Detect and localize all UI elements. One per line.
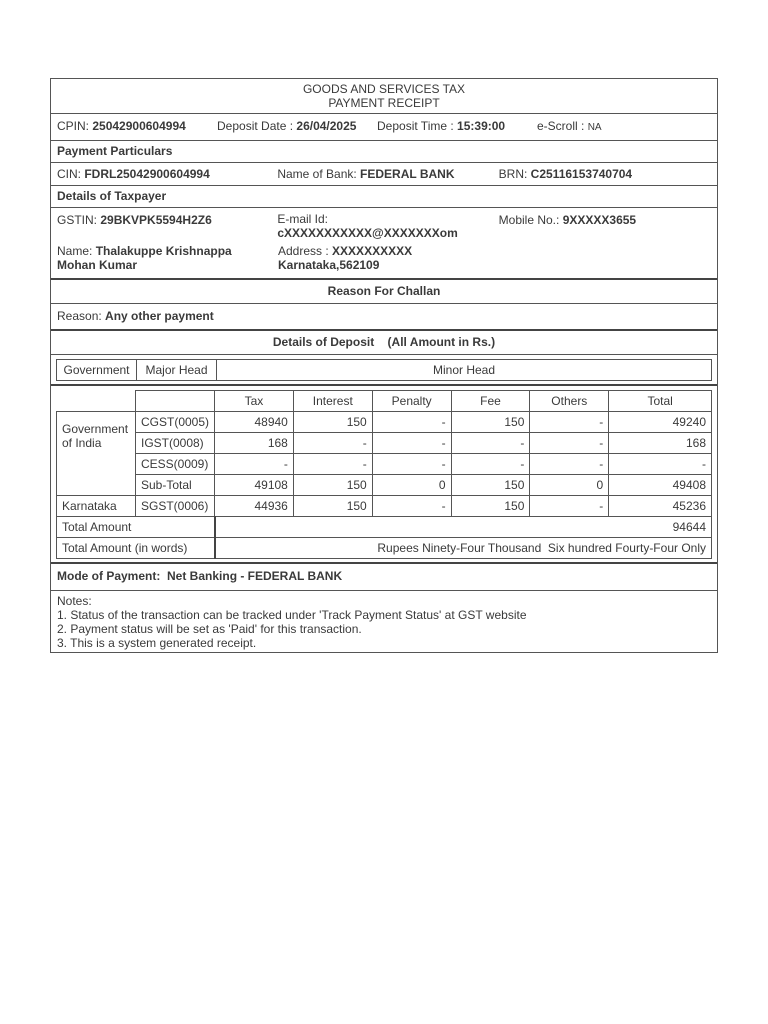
reason-value: Any other payment <box>105 309 214 323</box>
col-penalty: Penalty <box>372 391 451 412</box>
col-government: Government <box>57 360 137 381</box>
table-row: Government of India CGST(0005) 48940 150 - 150 - 49240 <box>57 412 712 433</box>
taxpayer-heading: Details of Taxpayer <box>51 186 717 208</box>
deposit-time-field: Deposit Time : 15:39:00 <box>377 119 506 133</box>
cin-field: CIN: FDRL25042900604994 <box>57 167 210 181</box>
bank-value: FEDERAL BANK <box>360 167 455 181</box>
receipt-header <box>51 79 717 114</box>
email-value: cXXXXXXXXXXX@XXXXXXXom <box>277 226 458 240</box>
gstin-value: 29BKVPK5594H2Z6 <box>100 213 212 227</box>
mobile-field: Mobile No.: 9XXXXX3655 <box>498 213 637 227</box>
deposit-date-value: 26/04/2025 <box>296 119 357 133</box>
col-others: Others <box>530 391 609 412</box>
payment-particulars-row <box>51 163 717 186</box>
address-field: Address : XXXXXXXXXX Karnataka,562109 <box>278 244 500 272</box>
deposit-table <box>56 390 712 559</box>
col-total: Total <box>609 391 712 412</box>
deposit-table-wrap <box>51 386 717 564</box>
gstin-field: GSTIN: 29BKVPK5594H2Z6 <box>57 213 212 227</box>
deposit-header-table-wrap <box>51 355 717 386</box>
total-words-row <box>57 538 712 559</box>
total-words-value: Rupees Ninety-Four Thousand Six hundred Fourty-Four Only <box>215 538 712 559</box>
state-row: Karnataka SGST(0006) 44936 150 - 150 - 45236 <box>57 496 712 517</box>
brn-value: C25116153740704 <box>530 167 633 181</box>
bank-field: Name of Bank: FEDERAL BANK <box>277 167 455 181</box>
minor-head-header-row <box>57 391 712 412</box>
cin-value: FDRL25042900604994 <box>84 167 210 181</box>
total-amount-label: Total Amount <box>57 517 215 538</box>
address-line2: Karnataka,562109 <box>278 258 380 272</box>
name-value: Thalakuppe Krishnappa Mohan Kumar <box>57 244 232 272</box>
state-name: Karnataka <box>57 496 136 517</box>
col-major-head: Major Head <box>137 360 217 381</box>
payment-particulars-heading: Payment Particulars <box>51 141 717 163</box>
deposit-date-field: Deposit Date : 26/04/2025 <box>217 119 357 133</box>
escroll-field: e-Scroll : NA <box>537 119 602 133</box>
email-field: E-mail Id: cXXXXXXXXXXX@XXXXXXXom <box>277 212 498 240</box>
note-item: 2. Payment status will be set as 'Paid' for this transaction. <box>57 622 362 636</box>
notes-title: Notes: <box>57 594 92 608</box>
col-minor-head: Minor Head <box>217 360 712 381</box>
escroll-value: NA <box>587 122 602 133</box>
deposit-heading: Details of Deposit (All Amount in Rs.) <box>51 331 717 355</box>
government-of-india: Government of India <box>57 412 136 496</box>
reason-row: Reason: Any other payment <box>51 304 717 331</box>
total-words-label: Total Amount (in words) <box>57 538 215 559</box>
name-field: Name: Thalakuppe Krishnappa Mohan Kumar <box>57 244 232 272</box>
deposit-time-value: 15:39:00 <box>457 119 506 133</box>
header-title: GOODS AND SERVICES TAX <box>302 82 466 96</box>
mode-of-payment: Mode of Payment: Net Banking - FEDERAL BANK <box>51 564 717 591</box>
table-row: IGST(0008) 168 - - - - 168 <box>57 433 712 454</box>
note-item: 1. Status of the transaction can be tracked under 'Track Payment Status' at GST website <box>57 608 527 622</box>
col-tax: Tax <box>215 391 294 412</box>
mobile-value: 9XXXXX3655 <box>562 213 637 227</box>
table-row: CESS(0009) - - - - - - <box>57 454 712 475</box>
cpin-field: CPIN: 25042900604994 <box>57 119 186 133</box>
brn-field: BRN: C25116153740704 <box>498 167 633 181</box>
notes <box>51 591 717 652</box>
challan-heading: Reason For Challan <box>51 280 717 304</box>
address-line1: XXXXXXXXXX <box>332 244 413 258</box>
total-amount-row <box>57 517 712 538</box>
header-subtitle: PAYMENT RECEIPT <box>328 96 440 110</box>
summary-row <box>51 114 717 141</box>
note-item: 3. This is a system generated receipt. <box>57 636 257 650</box>
sub-total-row: Sub-Total 49108 150 0 150 0 49408 <box>57 475 712 496</box>
payment-receipt <box>50 78 718 653</box>
taxpayer-details <box>51 208 717 280</box>
col-interest: Interest <box>293 391 372 412</box>
deposit-header-table <box>56 359 712 381</box>
col-fee: Fee <box>451 391 530 412</box>
total-amount-value: 94644 <box>215 517 712 538</box>
cpin-value: 25042900604994 <box>92 119 186 133</box>
